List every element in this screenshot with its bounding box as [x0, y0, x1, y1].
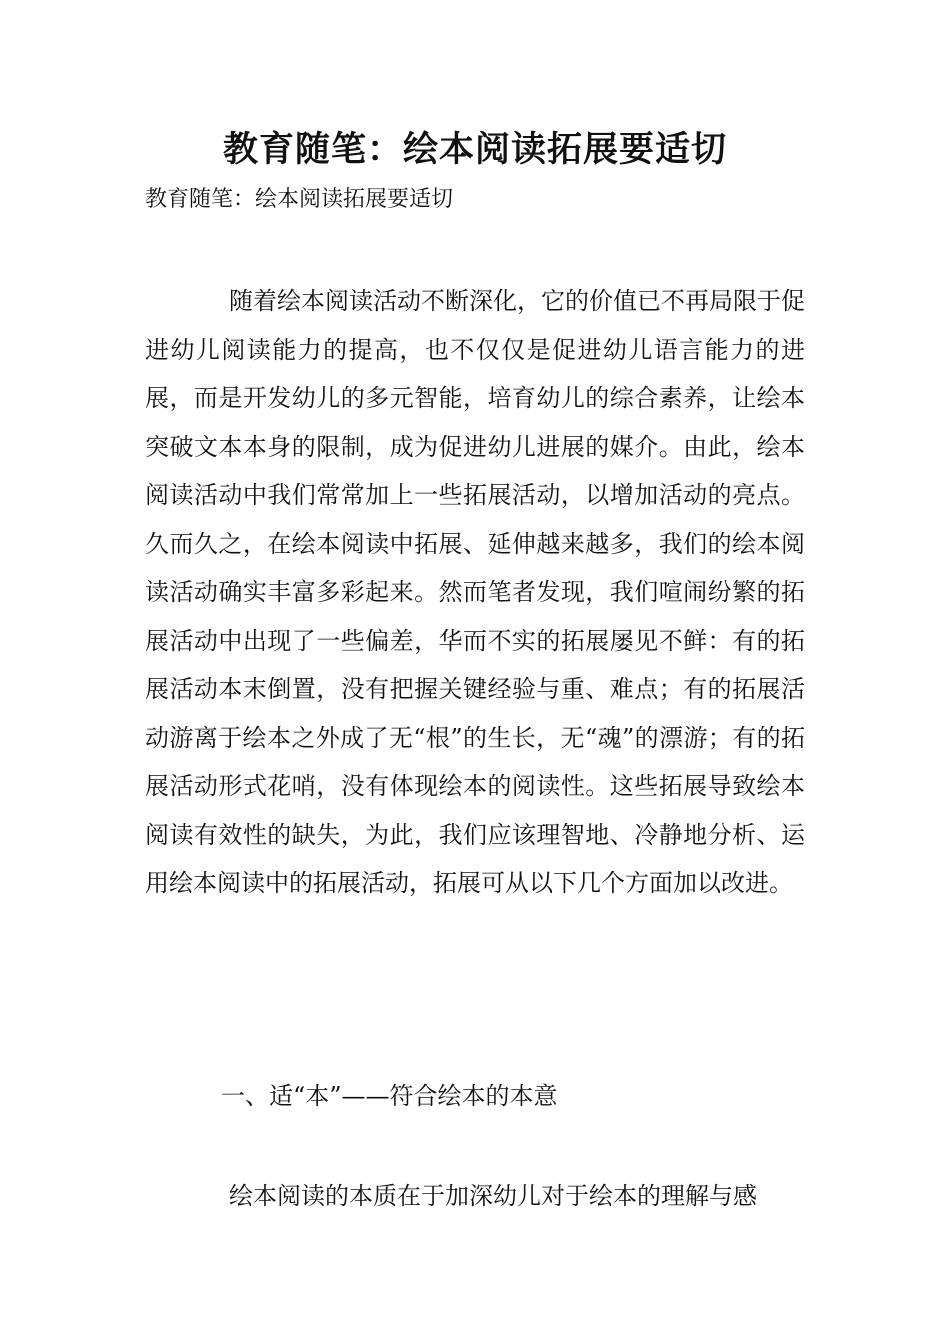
- body-paragraph: 随着绘本阅读活动不断深化，它的价值已不再局限于促进幼儿阅读能力的提高，也不仅仅是促进幼儿语言能力的进展，而是开发幼儿的多元智能，培育幼儿的综合素养，让绘本突破文本本身的限制，成为促进幼儿进展的媒介。由此，绘本阅读活动中我们常常加上一些拓展活动，以增加活动的亮点。久而久之，在绘本阅读中拓展、延伸越来越多，我们的绘本阅读活动确实丰富多彩起来。然而笔者发现，我们喧闹纷繁的拓展活动中出现了一些偏差，华而不实的拓展屡见不鲜：有的拓展活动本末倒置，没有把握关键经验与重、难点；有的拓展活动游离于绘本之外成了无“根”的生长，无“魂”的漂游；有的拓展活动形式花哨，没有体现绘本的阅读性。这些拓展导致绘本阅读有效性的缺失，为此，我们应该理智地、冷静地分析、运用绘本阅读中的拓展活动，拓展可从以下几个方面加以改进。: [145, 287, 805, 897]
- section-heading: 一、适“本”——符合绘本的本意: [221, 1082, 558, 1110]
- document-title: 教育随笔：绘本阅读拓展要适切: [222, 129, 727, 170]
- body-paragraph: 绘本阅读的本质在于加深幼儿对于绘本的理解与感: [229, 1182, 757, 1210]
- document-subtitle: 教育随笔：绘本阅读拓展要适切: [145, 187, 454, 212]
